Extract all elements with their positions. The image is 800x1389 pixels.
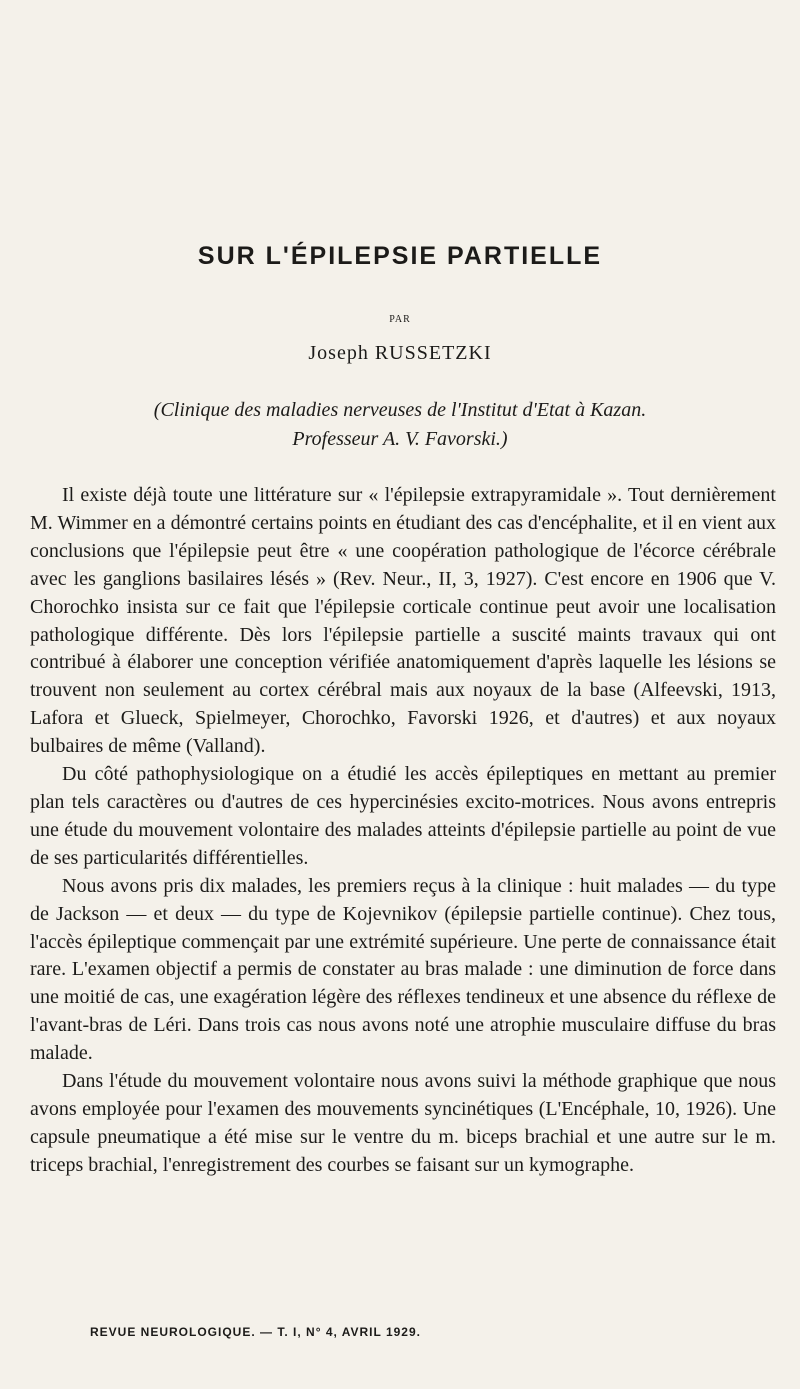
paragraph-3: Nous avons pris dix malades, les premiers reçus à la clinique : huit malades — du type de Jackson — et deux — du type de Kojevnikov (épilepsie partielle continue). Chez tous, l'accès épileptique commençait par une extrémité supérieure. Une perte de connaissance était rare. L'examen objectif a permis de constater au bras malade : une diminution de force dans une moitié de cas, une exagération légère des réflexes tendineux et une absence du réflexe de l'avant-bras de Léri. Dans trois cas nous avons noté une atrophie musculaire diffuse du bras malade. <box>30 874 776 1065</box>
affiliation-line-2: Professeur A. V. Favorski.) <box>292 428 508 450</box>
author-name: Joseph RUSSETZKI <box>308 342 492 364</box>
affiliation <box>0 396 800 454</box>
journal-footer: REVUE NEUROLOGIQUE. — T. I, N° 4, AVRIL 1929. <box>90 1325 421 1339</box>
article-title: SUR L'ÉPILEPSIE PARTIELLE <box>197 242 603 270</box>
byline-par: PAR <box>389 314 411 325</box>
article-body <box>30 482 776 1180</box>
paragraph-2: Du côté pathophysiologique on a étudié les accès épileptiques en mettant au premier plan tels caractères ou d'autres de ces hypercinésies excito-motrices. Nous avons entrepris une étude du mouvement volontaire des malades atteints d'épilepsie partielle au point de vue de ses particularités différentielles. <box>30 763 776 869</box>
affiliation-line-1: (Clinique des maladies nerveuses de l'Institut d'Etat à Kazan. <box>153 399 647 421</box>
paragraph-1: Il existe déjà toute une littérature sur « l'épilepsie extrapyramidale ». Tout dernièrement M. Wimmer en a démontré certains points en étudiant des cas d'encéphalite, et il en vient aux conclusions que l'épilepsie peut être « une coopération pathologique de l'écorce cérébrale avec les ganglions basilaires lésés » (Rev. Neur., II, 3, 1927). C'est encore en 1906 que V. Chorochko insista sur ce fait que l'épilepsie corticale continue peut avoir une localisation pathologique différente. Dès lors l'épilepsie partielle a suscité maints travaux qui ont contribué à élaborer une conception vérifiée anatomiquement d'après laquelle les lésions se trouvent non seulement au cortex cérébral mais aux noyaux de la base (Alfeevski, 1913, Lafora et Glueck, Spielmeyer, Chorochko, Favorski 1926, et d'autres) et aux noyaux bulbaires de même (Valland). <box>30 484 776 758</box>
paragraph-4: Dans l'étude du mouvement volontaire nous avons suivi la méthode graphique que nous avons employée pour l'examen des mouvements syncinétiques (L'Encéphale, 10, 1926). Une capsule pneumatique a été mise sur le ventre du m. biceps brachial et une autre sur le m. triceps brachial, l'enregistrement des courbes se faisant sur un kymographe. <box>30 1070 776 1176</box>
